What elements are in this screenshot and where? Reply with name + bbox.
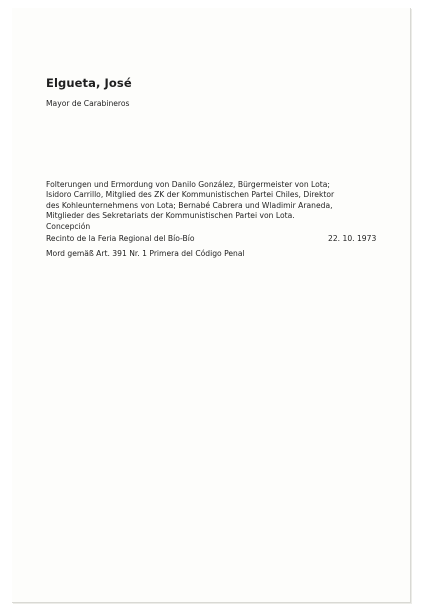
person-name: Elgueta, José [46,76,132,90]
date-text: 22. 10. 1973 [328,234,377,243]
charge-description [46,180,380,222]
document-page [12,8,411,603]
verdict-text: Mord gemäß Art. 391 Nr. 1 Primera del Código Penal [46,249,245,258]
charge-line: des Kohleunternehmens von Lota; Bernabé Cabrera und Wladimir Araneda, [46,200,333,210]
person-rank: Mayor de Carabineros [46,99,130,108]
charge-line: Isidoro Carrillo, Mitglied des ZK der Kommunistischen Partei Chiles, Direktor [46,190,335,200]
charge-line: Mitglieder des Sekretariats der Kommunistischen Partei von Lota. [46,211,295,221]
city-text: Concepción [46,222,91,231]
site-text: Recinto de la Feria Regional del Bío-Bío [46,234,195,243]
charge-line: Folterungen und Ermordung von Danilo González, Bürgermeister von Lota; [46,180,330,189]
